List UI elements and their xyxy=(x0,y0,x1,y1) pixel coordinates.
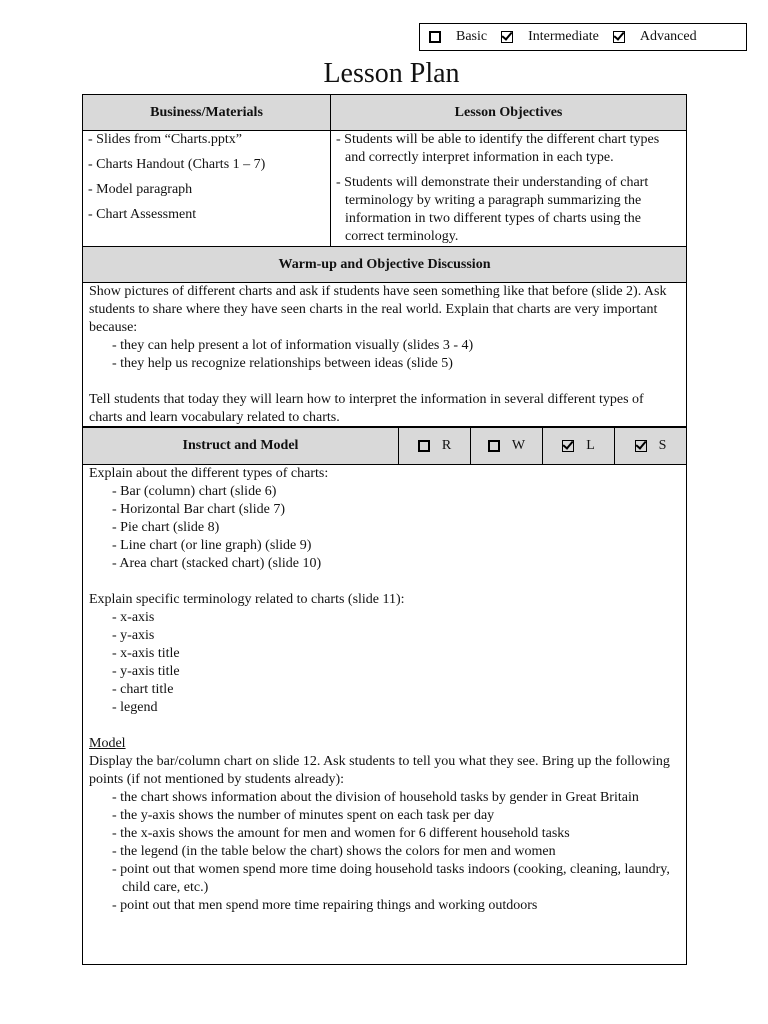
chart-type-item: - Horizontal Bar chart (slide 7) xyxy=(112,502,285,517)
warmup-point: - they help us recognize relationships between ideas (slide 5) xyxy=(112,356,453,371)
model-point: - the x-axis shows the amount for men and women for 6 different household tasks xyxy=(112,826,570,841)
page-title: Lesson Plan xyxy=(323,58,460,89)
level-basic[interactable] xyxy=(429,29,487,45)
model-point: - point out that men spend more time repairing things and working outdoors xyxy=(112,898,538,913)
chart-type-item: - Pie chart (slide 8) xyxy=(112,520,220,535)
instruct-cell xyxy=(83,464,686,964)
objectives-cell xyxy=(331,131,686,246)
warmup-point: - they can help present a lot of information visually (slides 3 - 4) xyxy=(112,338,474,353)
checked-box-icon[interactable] xyxy=(635,440,647,452)
skill-label: S xyxy=(658,438,667,453)
checked-box-icon[interactable] xyxy=(562,440,574,452)
objectives-header: Lesson Objectives xyxy=(331,95,686,130)
skill-label: R xyxy=(441,438,452,453)
terminology-intro: Explain specific terminology related to charts (slide 11): xyxy=(89,592,405,607)
skill-listening[interactable] xyxy=(543,428,615,464)
model-intro: Display the bar/column chart on slide 12. Ask students to tell you what they see. Bring up the following points (if not mentioned by students already): xyxy=(89,754,670,787)
lesson-plan-table xyxy=(82,94,687,965)
level-intermediate-label: Intermediate xyxy=(528,29,599,44)
model-point: - point out that women spend more time doing household tasks indoors (cooking, cleaning, laundry, child care, etc.) xyxy=(112,862,670,895)
materials-header: Business/Materials xyxy=(83,95,331,130)
model-point: - the chart shows information about the division of household tasks by gender in Great Britain xyxy=(112,790,639,805)
model-point: - the legend (in the table below the chart) shows the colors for men and women xyxy=(112,844,556,859)
unchecked-box-icon[interactable] xyxy=(488,440,500,452)
model-point: - the y-axis shows the number of minutes spent on each task per day xyxy=(112,808,495,823)
material-item: - Chart Assessment xyxy=(88,207,197,222)
level-intermediate[interactable] xyxy=(501,29,599,45)
chart-type-item: - Area chart (stacked chart) (slide 10) xyxy=(112,556,322,571)
level-advanced[interactable] xyxy=(613,29,697,45)
term-item: - chart title xyxy=(112,682,174,697)
term-item: - y-axis xyxy=(112,628,155,643)
instruct-intro: Explain about the different types of charts: xyxy=(89,466,329,481)
objective-item: - Students will be able to identify the different chart types and correctly interpret information in each type. xyxy=(336,132,660,165)
level-advanced-label: Advanced xyxy=(639,29,697,44)
checked-box-icon[interactable] xyxy=(501,31,513,43)
materials-objectives-row xyxy=(83,130,686,246)
chart-type-item: - Line chart (or line graph) (slide 9) xyxy=(112,538,312,553)
material-item: - Model paragraph xyxy=(88,182,193,197)
objective-item: - Students will demonstrate their understanding of chart terminology by writing a paragraph summarizing the information in two different types of charts using the correct terminology. xyxy=(336,175,649,244)
instruct-header: Instruct and Model xyxy=(83,428,399,464)
term-item: - legend xyxy=(112,700,158,715)
skill-speaking[interactable] xyxy=(615,428,686,464)
material-item: - Slides from “Charts.pptx” xyxy=(88,132,242,147)
instruct-header-row xyxy=(83,426,686,464)
term-item: - y-axis title xyxy=(112,664,180,679)
warmup-header: Warm-up and Objective Discussion xyxy=(83,246,686,282)
warmup-intro: Show pictures of different charts and ask if students have seen something like that before (slide 2). Ask students to share where they have seen charts in the real world. Explain that charts are very important because: xyxy=(89,284,667,335)
unchecked-box-icon[interactable] xyxy=(418,440,430,452)
skill-label: W xyxy=(511,438,526,453)
skill-writing[interactable] xyxy=(471,428,543,464)
checked-box-icon[interactable] xyxy=(613,31,625,43)
warmup-close: Tell students that today they will learn how to interpret the information in several different types of charts and learn vocabulary related to charts. xyxy=(89,392,644,425)
skill-reading[interactable] xyxy=(399,428,471,464)
header-row xyxy=(83,95,686,130)
chart-type-item: - Bar (column) chart (slide 6) xyxy=(112,484,277,499)
level-basic-label: Basic xyxy=(456,29,488,44)
term-item: - x-axis xyxy=(112,610,155,625)
unchecked-box-icon[interactable] xyxy=(429,31,441,43)
skill-label: L xyxy=(586,438,595,453)
term-item: - x-axis title xyxy=(112,646,180,661)
materials-cell xyxy=(83,131,331,246)
model-heading: Model xyxy=(89,736,126,751)
material-item: - Charts Handout (Charts 1 – 7) xyxy=(88,157,266,172)
level-selector xyxy=(419,23,747,51)
warmup-cell xyxy=(83,282,686,426)
